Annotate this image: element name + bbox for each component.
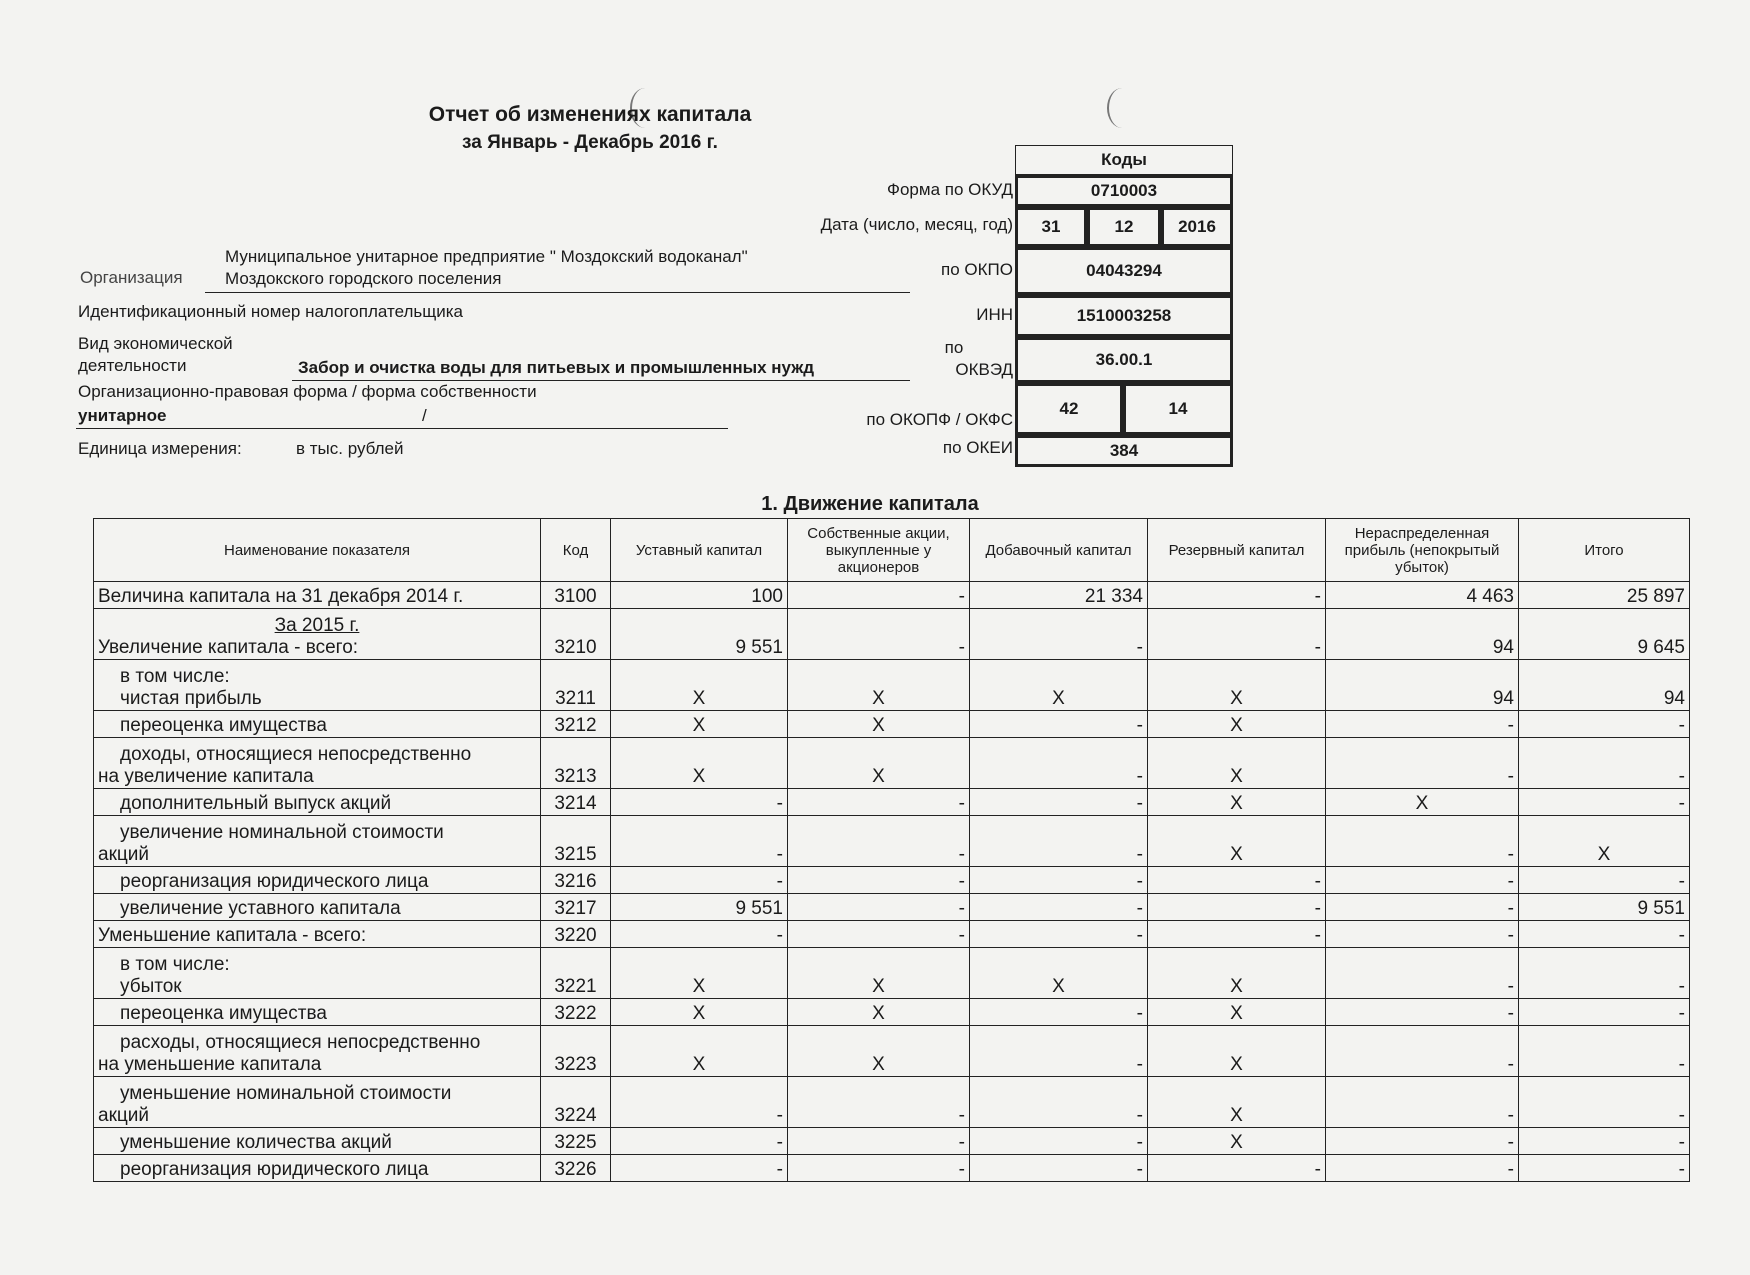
activity-underline bbox=[292, 380, 910, 381]
cell-reserve: - bbox=[1148, 609, 1326, 660]
org-label: Организация bbox=[80, 268, 183, 287]
okved-label-2: ОКВЭД bbox=[955, 360, 1013, 379]
cell-reserve: X bbox=[1148, 948, 1326, 999]
cell-total: - bbox=[1519, 738, 1690, 789]
table-row bbox=[94, 1155, 1690, 1182]
row-name: уменьшение количества акций bbox=[120, 1132, 392, 1153]
cell-treasury: X bbox=[788, 999, 970, 1026]
row-name-cell bbox=[94, 894, 541, 921]
cell-charter: X bbox=[611, 999, 788, 1026]
row-code: 3220 bbox=[541, 921, 611, 948]
cell-charter: - bbox=[611, 816, 788, 867]
cell-total: - bbox=[1519, 711, 1690, 738]
okved-label-1: по bbox=[944, 338, 964, 357]
row-code: 3217 bbox=[541, 894, 611, 921]
section-title: 1. Движение капитала bbox=[761, 493, 979, 515]
cell-reserve: - bbox=[1148, 1155, 1326, 1182]
cell-reserve: - bbox=[1148, 894, 1326, 921]
cell-retained: 4 463 bbox=[1326, 582, 1519, 609]
unit-value: в тыс. рублей bbox=[296, 439, 404, 458]
row-name-prefix: доходы, относящиеся непосредственно bbox=[120, 744, 472, 765]
table-row bbox=[94, 816, 1690, 867]
okei-code: 384 bbox=[1015, 435, 1233, 467]
cell-total: - bbox=[1519, 999, 1690, 1026]
cell-additional: 21 334 bbox=[970, 582, 1148, 609]
cell-treasury: X bbox=[788, 1026, 970, 1077]
table-row bbox=[94, 921, 1690, 948]
cell-charter: 100 bbox=[611, 582, 788, 609]
cell-treasury: - bbox=[788, 582, 970, 609]
col-header-retained: Нераспределенная прибыль (непокрытый убыток) bbox=[1326, 519, 1519, 582]
cell-retained: - bbox=[1326, 1077, 1519, 1128]
cell-reserve: - bbox=[1148, 921, 1326, 948]
cell-additional: - bbox=[970, 894, 1148, 921]
table-row bbox=[94, 582, 1690, 609]
row-name: чистая прибыль bbox=[120, 688, 262, 709]
row-name-prefix: расходы, относящиеся непосредственно bbox=[120, 1032, 481, 1053]
cell-additional: - bbox=[970, 921, 1148, 948]
cell-treasury: X bbox=[788, 660, 970, 711]
cell-retained: - bbox=[1326, 894, 1519, 921]
col-header-charter: Уставный капитал bbox=[611, 519, 788, 582]
date-year: 2016 bbox=[1161, 207, 1233, 247]
row-name: на увеличение капитала bbox=[98, 766, 314, 787]
cell-retained: - bbox=[1326, 867, 1519, 894]
row-name: акций bbox=[98, 844, 149, 865]
col-header-treasury: Собственные акции, выкупленные у акционеров bbox=[788, 519, 970, 582]
cell-treasury: - bbox=[788, 921, 970, 948]
row-name-cell bbox=[94, 1077, 541, 1128]
org-underline bbox=[205, 292, 910, 293]
row-name-cell bbox=[94, 999, 541, 1026]
table-row bbox=[94, 789, 1690, 816]
row-name-cell bbox=[94, 1155, 541, 1182]
cell-total: 9 551 bbox=[1519, 894, 1690, 921]
legal-form-label: Организационно-правовая форма / форма собственности bbox=[78, 382, 537, 401]
cell-total: - bbox=[1519, 1077, 1690, 1128]
row-name-prefix: уменьшение номинальной стоимости bbox=[120, 1083, 452, 1104]
row-name-cell bbox=[94, 867, 541, 894]
codes-heading: Коды bbox=[1015, 145, 1233, 175]
cell-reserve: X bbox=[1148, 738, 1326, 789]
cell-reserve: X bbox=[1148, 1026, 1326, 1077]
row-name-cell bbox=[94, 711, 541, 738]
unit-label: Единица измерения: bbox=[78, 439, 242, 458]
cell-retained: - bbox=[1326, 711, 1519, 738]
row-code: 3224 bbox=[541, 1077, 611, 1128]
row-name-cell bbox=[94, 1128, 541, 1155]
row-code: 3223 bbox=[541, 1026, 611, 1077]
cell-retained: - bbox=[1326, 1155, 1519, 1182]
row-name: Величина капитала на 31 декабря 2014 г. bbox=[98, 586, 464, 607]
cell-reserve: X bbox=[1148, 1128, 1326, 1155]
row-code: 3211 bbox=[541, 660, 611, 711]
inn-text: Идентификационный номер налогоплательщика bbox=[78, 302, 463, 321]
cell-charter: 9 551 bbox=[611, 609, 788, 660]
ownership-separator: / bbox=[422, 406, 427, 425]
cell-total: - bbox=[1519, 1026, 1690, 1077]
cell-total: 94 bbox=[1519, 660, 1690, 711]
col-header-code: Код bbox=[541, 519, 611, 582]
cell-treasury: - bbox=[788, 867, 970, 894]
cell-additional: - bbox=[970, 609, 1148, 660]
okud-code: 0710003 bbox=[1015, 175, 1233, 207]
cell-retained: 94 bbox=[1326, 660, 1519, 711]
col-header-reserve: Резервный капитал bbox=[1148, 519, 1326, 582]
table-row bbox=[94, 948, 1690, 999]
cell-retained: - bbox=[1326, 948, 1519, 999]
row-name: Уменьшение капитала - всего: bbox=[98, 925, 367, 946]
cell-additional: - bbox=[970, 999, 1148, 1026]
cell-treasury: - bbox=[788, 1077, 970, 1128]
cell-reserve: - bbox=[1148, 582, 1326, 609]
row-name-cell bbox=[94, 948, 541, 999]
punch-mark bbox=[1107, 88, 1137, 128]
table-row bbox=[94, 738, 1690, 789]
row-name: убыток bbox=[120, 976, 182, 997]
date-day: 31 bbox=[1015, 207, 1087, 247]
cell-treasury: - bbox=[788, 894, 970, 921]
activity-label-1: Вид экономической bbox=[78, 334, 233, 353]
cell-treasury: X bbox=[788, 948, 970, 999]
cell-additional: - bbox=[970, 1077, 1148, 1128]
cell-additional: - bbox=[970, 711, 1148, 738]
row-name-cell bbox=[94, 609, 541, 660]
table-row bbox=[94, 660, 1690, 711]
row-name: акций bbox=[98, 1105, 149, 1126]
org-name-line2: Моздокского городского поселения bbox=[225, 269, 502, 288]
col-header-name: Наименование показателя bbox=[94, 519, 541, 582]
okud-label: Форма по ОКУД bbox=[887, 180, 1013, 199]
cell-additional: - bbox=[970, 1128, 1148, 1155]
table-row bbox=[94, 999, 1690, 1026]
cell-charter: X bbox=[611, 738, 788, 789]
row-name-cell bbox=[94, 816, 541, 867]
row-name-prefix: в том числе: bbox=[120, 954, 230, 975]
cell-charter: X bbox=[611, 660, 788, 711]
org-name-line1: Муниципальное унитарное предприятие " Моздокский водоканал" bbox=[225, 247, 748, 266]
cell-treasury: - bbox=[788, 789, 970, 816]
table-row bbox=[94, 894, 1690, 921]
cell-additional: - bbox=[970, 1155, 1148, 1182]
row-name-prefix: в том числе: bbox=[120, 666, 230, 687]
row-name: реорганизация юридического лица bbox=[120, 871, 429, 892]
cell-charter: - bbox=[611, 1128, 788, 1155]
row-code: 3221 bbox=[541, 948, 611, 999]
period-heading: За 2015 г. bbox=[274, 615, 360, 636]
row-name-prefix: увеличение номинальной стоимости bbox=[120, 822, 444, 843]
cell-reserve: X bbox=[1148, 789, 1326, 816]
cell-total: - bbox=[1519, 867, 1690, 894]
cell-total: - bbox=[1519, 1128, 1690, 1155]
cell-total: - bbox=[1519, 789, 1690, 816]
table-row bbox=[94, 609, 1690, 660]
cell-retained: - bbox=[1326, 999, 1519, 1026]
cell-total: - bbox=[1519, 948, 1690, 999]
cell-total: - bbox=[1519, 1155, 1690, 1182]
cell-total: 9 645 bbox=[1519, 609, 1690, 660]
row-name: переоценка имущества bbox=[120, 1003, 327, 1024]
cell-retained: X bbox=[1326, 789, 1519, 816]
row-name: переоценка имущества bbox=[120, 715, 327, 736]
cell-charter: X bbox=[611, 711, 788, 738]
row-code: 3226 bbox=[541, 1155, 611, 1182]
cell-reserve: X bbox=[1148, 999, 1326, 1026]
date-month: 12 bbox=[1087, 207, 1161, 247]
report-title: Отчет об изменениях капитала bbox=[428, 103, 752, 126]
cell-reserve: - bbox=[1148, 867, 1326, 894]
row-name-cell bbox=[94, 921, 541, 948]
cell-total: 25 897 bbox=[1519, 582, 1690, 609]
okopf-label: по ОКОПФ / ОКФС bbox=[866, 410, 1013, 429]
row-name: на уменьшение капитала bbox=[98, 1054, 322, 1075]
cell-treasury: X bbox=[788, 711, 970, 738]
table-row bbox=[94, 1077, 1690, 1128]
col-header-additional: Добавочный капитал bbox=[970, 519, 1148, 582]
cell-additional: X bbox=[970, 948, 1148, 999]
cell-additional: X bbox=[970, 660, 1148, 711]
cell-reserve: X bbox=[1148, 660, 1326, 711]
okopf-code: 42 bbox=[1015, 383, 1123, 435]
row-name: Увеличение капитала - всего: bbox=[98, 637, 359, 658]
row-code: 3100 bbox=[541, 582, 611, 609]
cell-reserve: X bbox=[1148, 711, 1326, 738]
row-name: дополнительный выпуск акций bbox=[120, 793, 392, 814]
row-name: реорганизация юридического лица bbox=[120, 1159, 429, 1180]
row-name: увеличение уставного капитала bbox=[120, 898, 401, 919]
row-code: 3212 bbox=[541, 711, 611, 738]
row-code: 3215 bbox=[541, 816, 611, 867]
cell-retained: - bbox=[1326, 1128, 1519, 1155]
cell-charter: - bbox=[611, 867, 788, 894]
activity-value: Забор и очистка воды для питьевых и промышленных нужд bbox=[298, 358, 815, 377]
row-name-cell bbox=[94, 789, 541, 816]
cell-retained: - bbox=[1326, 816, 1519, 867]
cell-additional: - bbox=[970, 867, 1148, 894]
cell-retained: - bbox=[1326, 921, 1519, 948]
legal-form-underline bbox=[76, 428, 728, 429]
cell-charter: X bbox=[611, 1026, 788, 1077]
cell-reserve: X bbox=[1148, 1077, 1326, 1128]
cell-retained: 94 bbox=[1326, 609, 1519, 660]
row-name-cell bbox=[94, 660, 541, 711]
row-name-cell bbox=[94, 738, 541, 789]
table-row bbox=[94, 1026, 1690, 1077]
cell-treasury: - bbox=[788, 1155, 970, 1182]
cell-retained: - bbox=[1326, 738, 1519, 789]
row-code: 3216 bbox=[541, 867, 611, 894]
legal-form-value: унитарное bbox=[78, 406, 167, 425]
cell-reserve: X bbox=[1148, 816, 1326, 867]
activity-label-2: деятельности bbox=[78, 356, 187, 375]
col-header-total: Итого bbox=[1519, 519, 1690, 582]
cell-additional: - bbox=[970, 816, 1148, 867]
inn-label: ИНН bbox=[976, 305, 1013, 324]
table-row bbox=[94, 1128, 1690, 1155]
row-code: 3225 bbox=[541, 1128, 611, 1155]
okfs-code: 14 bbox=[1123, 383, 1233, 435]
table-row bbox=[94, 867, 1690, 894]
cell-total: - bbox=[1519, 921, 1690, 948]
cell-additional: - bbox=[970, 1026, 1148, 1077]
cell-total: X bbox=[1519, 816, 1690, 867]
okved-code: 36.00.1 bbox=[1015, 337, 1233, 383]
row-code: 3214 bbox=[541, 789, 611, 816]
cell-retained: - bbox=[1326, 1026, 1519, 1077]
cell-charter: - bbox=[611, 1077, 788, 1128]
report-period: за Январь - Декабрь 2016 г. bbox=[462, 132, 718, 153]
inn-code: 1510003258 bbox=[1015, 295, 1233, 337]
cell-charter: X bbox=[611, 948, 788, 999]
table-row bbox=[94, 711, 1690, 738]
cell-treasury: X bbox=[788, 738, 970, 789]
okpo-label: по ОКПО bbox=[941, 260, 1013, 279]
date-label: Дата (число, месяц, год) bbox=[820, 215, 1013, 234]
cell-additional: - bbox=[970, 738, 1148, 789]
cell-additional: - bbox=[970, 789, 1148, 816]
row-code: 3210 bbox=[541, 609, 611, 660]
cell-treasury: - bbox=[788, 816, 970, 867]
row-code: 3213 bbox=[541, 738, 611, 789]
capital-movement-table bbox=[93, 518, 1690, 1182]
okpo-code: 04043294 bbox=[1015, 247, 1233, 295]
cell-charter: - bbox=[611, 921, 788, 948]
row-name-cell bbox=[94, 1026, 541, 1077]
cell-treasury: - bbox=[788, 609, 970, 660]
cell-treasury: - bbox=[788, 1128, 970, 1155]
cell-charter: 9 551 bbox=[611, 894, 788, 921]
table-header-row bbox=[94, 519, 1690, 582]
okei-label: по ОКЕИ bbox=[942, 438, 1013, 457]
cell-charter: - bbox=[611, 789, 788, 816]
row-name-cell bbox=[94, 582, 541, 609]
row-code: 3222 bbox=[541, 999, 611, 1026]
cell-charter: - bbox=[611, 1155, 788, 1182]
